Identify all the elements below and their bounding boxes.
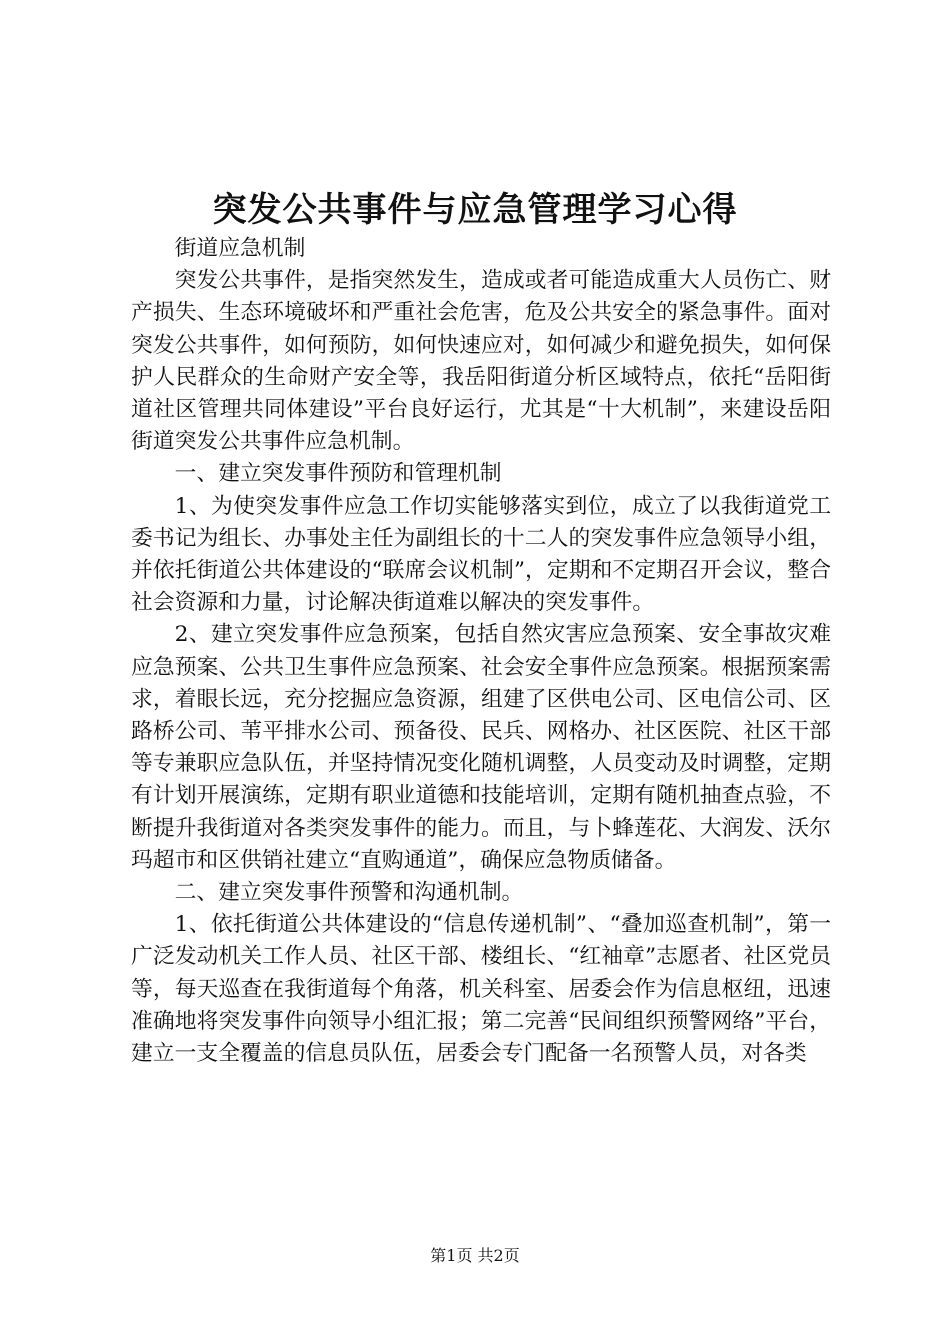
document-body	[131, 233, 831, 1070]
paragraph: 1、为使突发事件应急工作切实能够落实到位，成立了以我街道党工委书记为组长、办事处主任为副组长的十二人的突发事件应急领导小组，并依托街道公共体建设的“联席会议机制”，定期和不定期召开会议，整合社会资源和力量，讨论解决街道难以解决的突发事件。	[131, 493, 831, 616]
paragraph: 2、建立突发事件应急预案，包括自然灾害应急预案、安全事故灾难应急预案、公共卫生事件应急预案、社会安全事件应急预案。根据预案需求，着眼长远，充分挖掘应急资源，组建了区供电公司、区电信公司、区路桥公司、苇平排水公司、预备役、民兵、网格办、社区医院、社区干部等专兼职应急队伍，并坚持情况变化随机调整，人员变动及时调整，定期有计划开展演练，定期有职业道德和技能培训，定期有随机抽查点验，不断提升我街道对各类突发事件的能力。而且，与卜蜂莲花、大润发、沃尔玛超市和区供销社建立“直购通道”，确保应急物质储备。	[131, 622, 831, 873]
section-heading: 一、建立突发事件预防和管理机制	[174, 461, 502, 487]
section-heading: 二、建立突发事件预警和沟通机制。	[174, 880, 524, 906]
paragraph: 突发公共事件，是指突然发生，造成或者可能造成重大人员伤亡、财产损失、生态环境破坏和严重社会危害，危及公共安全的紧急事件。面对突发公共事件，如何预防，如何快速应对，如何减少和避免损失，如何保护人民群众的生命财产安全等，我岳阳街道分析区域特点，依托“岳阳街道社区管理共同体建设”平台良好运行，尤其是“十大机制”，来建设岳阳街道突发公共事件应急机制。	[131, 268, 831, 455]
page-footer: 第1页 共2页	[430, 1246, 520, 1265]
paragraph-subtitle: 街道应急机制	[174, 236, 306, 261]
document-title: 突发公共事件与应急管理学习心得	[212, 190, 738, 230]
paragraph: 1、依托街道公共体建设的“信息传递机制”、“叠加巡查机制”，第一广泛发动机关工作人员、社区干部、楼组长、“红袖章”志愿者、社区党员等，每天巡查在我街道每个角落，机关科室、居委会作为信息枢纽，迅速准确地将突发事件向领导小组汇报；第二完善“民间组织预警网络”平台，建立一支全覆盖的信息员队伍，居委会专门配备一名预警人员，对各类	[131, 912, 831, 1067]
